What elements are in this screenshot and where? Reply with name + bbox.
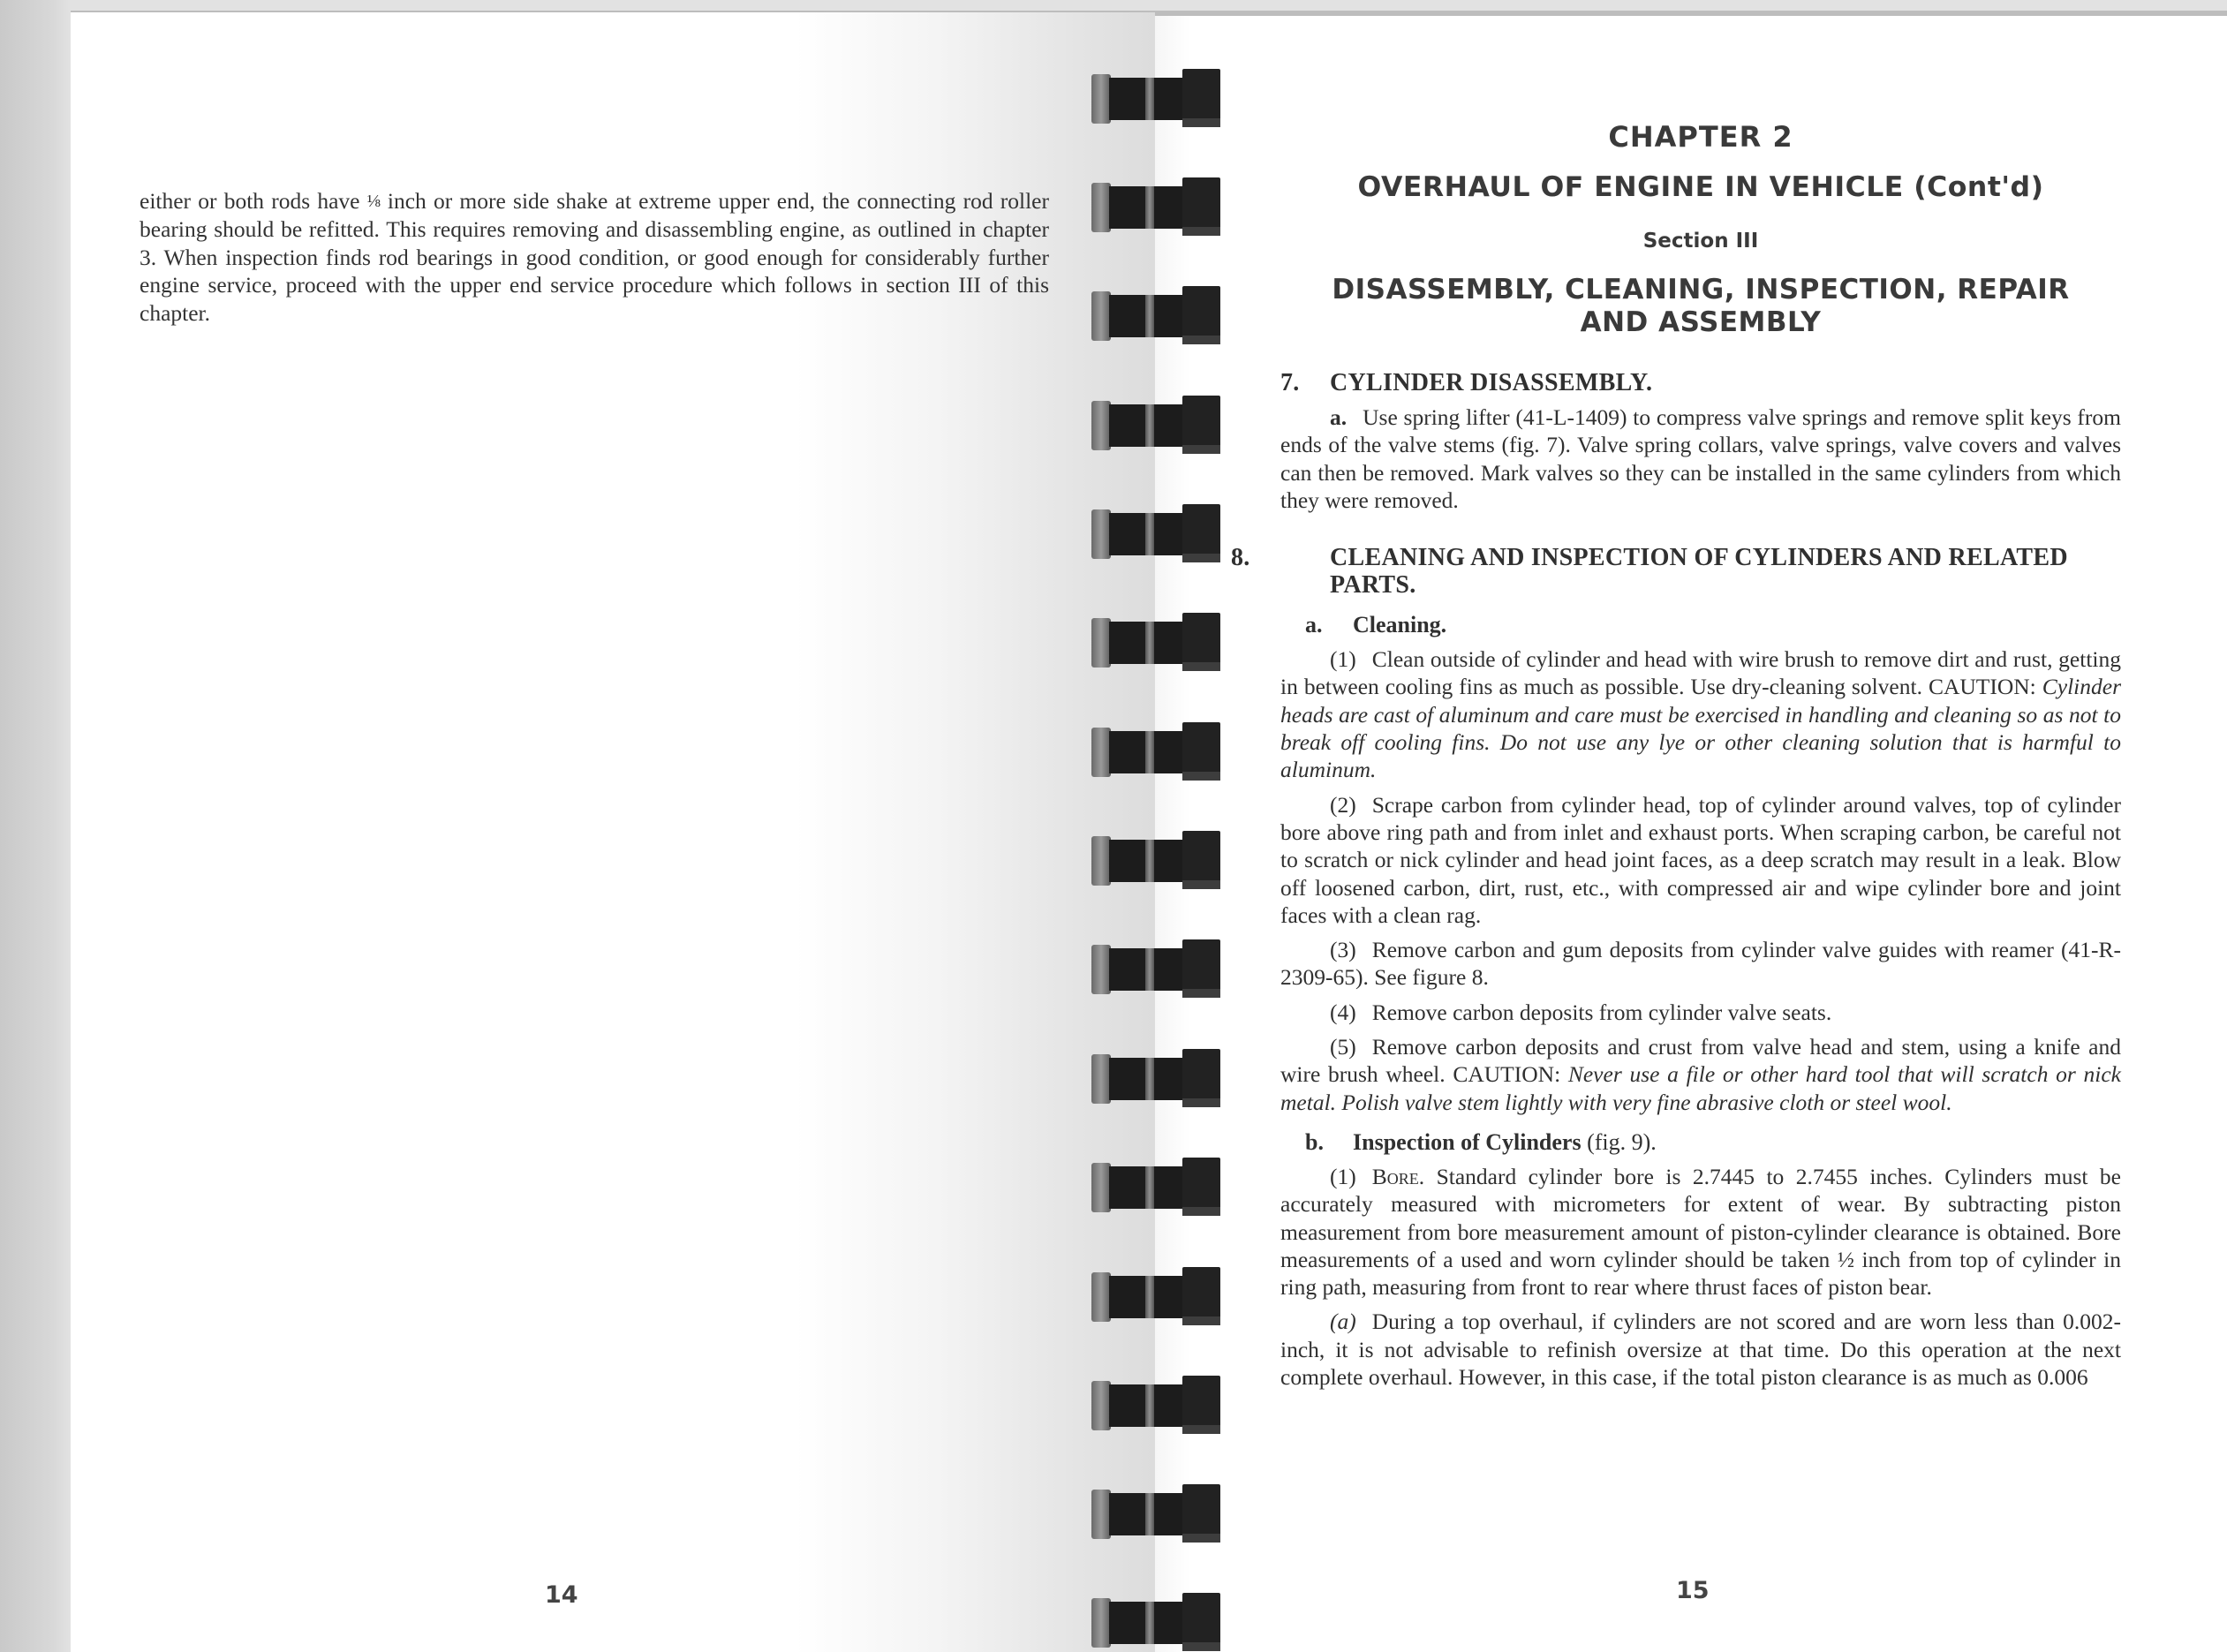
page-number-left: 14 <box>545 1581 578 1609</box>
para-8a-heading: a. Cleaning. <box>1305 612 1447 638</box>
comb-binding-tooth <box>1091 69 1220 127</box>
comb-binding-tooth <box>1091 1049 1220 1107</box>
comb-binding-tooth <box>1091 613 1220 671</box>
comb-binding-tooth <box>1091 722 1220 781</box>
right-page-content <box>1231 113 2122 1391</box>
comb-binding-tooth <box>1091 1158 1220 1216</box>
comb-binding-tooth <box>1091 1484 1220 1543</box>
section-label: Section III <box>1642 230 1759 253</box>
comb-binding-tooth <box>1091 831 1220 889</box>
para-8a-item-1: (1) Clean outside of cylinder and head with wire brush to remove dirt and rust, getting in between cooling fins as much as possible. Use dry-cleaning solvent. CAUTION: Cylinder heads are cast of aluminum and care must be exercised in handling and cleaning so as not to break off cooling fins. Do not use any lye or other cleaning solution that is harmful to aluminum. <box>1280 646 2121 783</box>
left-page-paragraph: either or both rods have ⅛ inch or more side shake at extreme upper end, the connecting rod roller bearing should be refitted. This requires removing and disassembling engine, as outlined in chapter 3. When inspection finds rod bearings in good condition, or good enough for considerably further engine service, proceed with the upper end service procedure which follows in section III of this chapter. <box>140 187 1049 326</box>
para-8-heading: 8. CLEANING AND INSPECTION OF CYLINDERS AND RELATED PARTS. <box>1231 544 2068 600</box>
chapter-title: OVERHAUL OF ENGINE IN VEHICLE (Cont'd) <box>1357 171 2044 203</box>
fraction-one-half: ½ <box>1837 1246 1854 1272</box>
page-number-right: 15 <box>1676 1577 1710 1604</box>
chapter-heading: CHAPTER 2 <box>1608 120 1793 154</box>
comb-binding-tooth <box>1091 1267 1220 1325</box>
fraction-one-eighth: ⅛ <box>366 191 381 211</box>
para-7a: a. Use spring lifter (41-L-1409) to compress valve springs and remove split keys from ends of the valve stems (fig. 7). Valve spring collars, valve springs, valve covers and valves can then be removed. Mark valves so they can be installed in the same cylinders from which they were removed. <box>1280 404 2121 513</box>
para-8a-item-4: (4) Remove carbon deposits from cylinder valve seats. <box>1330 999 1832 1025</box>
comb-binding-tooth <box>1091 504 1220 562</box>
para-8a-item-2: (2) Scrape carbon from cylinder head, top of cylinder around valves, top of cylinder bore above ring path and from inlet and exhaust ports. When scraping carbon, be careful not to scratch or nick cylinder and head joint faces, as a deep scratch may result in a leak. Blow off loosened carbon, dirt, rust, etc., with compressed air and wipe cylinder bore and joint faces with a clean rag. <box>1280 791 2121 928</box>
comb-binding-tooth <box>1091 396 1220 454</box>
comb-binding-tooth <box>1091 939 1220 998</box>
right-page <box>1155 11 2227 1652</box>
para-8b-heading: b. Inspection of Cylinders (fig. 9). <box>1305 1128 1657 1155</box>
comb-binding-tooth <box>1091 1593 1220 1651</box>
para-8a-item-3: (3) Remove carbon and gum deposits from cylinder valve guides with reamer (41-R-2309-65). See figure 8. <box>1280 937 2121 991</box>
left-page <box>71 11 1155 1652</box>
comb-binding-tooth <box>1091 286 1220 344</box>
comb-binding-tooth <box>1091 177 1220 236</box>
para-8b-item-1: (1) Bore. Standard cylinder bore is 2.7445 to 2.7455 inches. Cylinders must be accurately measured with micrometers for extent of wear. By subtracting piston measurement from bore measurement amount of piston-cylinder clearance is obtained. Bore measurements of a used and worn cylinder should be taken ½ inch from top of cylinder in ring path, measuring from front to rear where thrust faces of piston bear. <box>1280 1163 2122 1301</box>
section-title: DISASSEMBLY, CLEANING, INSPECTION, REPAIR AND ASSEMBLY <box>1332 274 2070 338</box>
para-7-heading: 7. CYLINDER DISASSEMBLY. <box>1280 369 1653 396</box>
para-8a-item-5: (5) Remove carbon deposits and crust from valve head and stem, using a knife and wire brush wheel. CAUTION: Never use a file or other hard tool that will scratch or nick metal. Polish valve stem lightly with very fine abrasive cloth or steel wool. <box>1280 1034 2121 1115</box>
comb-binding-tooth <box>1091 1376 1220 1434</box>
para-8b-item-1a: (a) During a top overhaul, if cylinders are not scored and are worn less than 0.002-inch, it is not advisable to refinish oversize at that time. Do this operation at the next complete overhaul. However, in this case, if the total piston clearance is as much as 0.006 <box>1280 1309 2121 1391</box>
